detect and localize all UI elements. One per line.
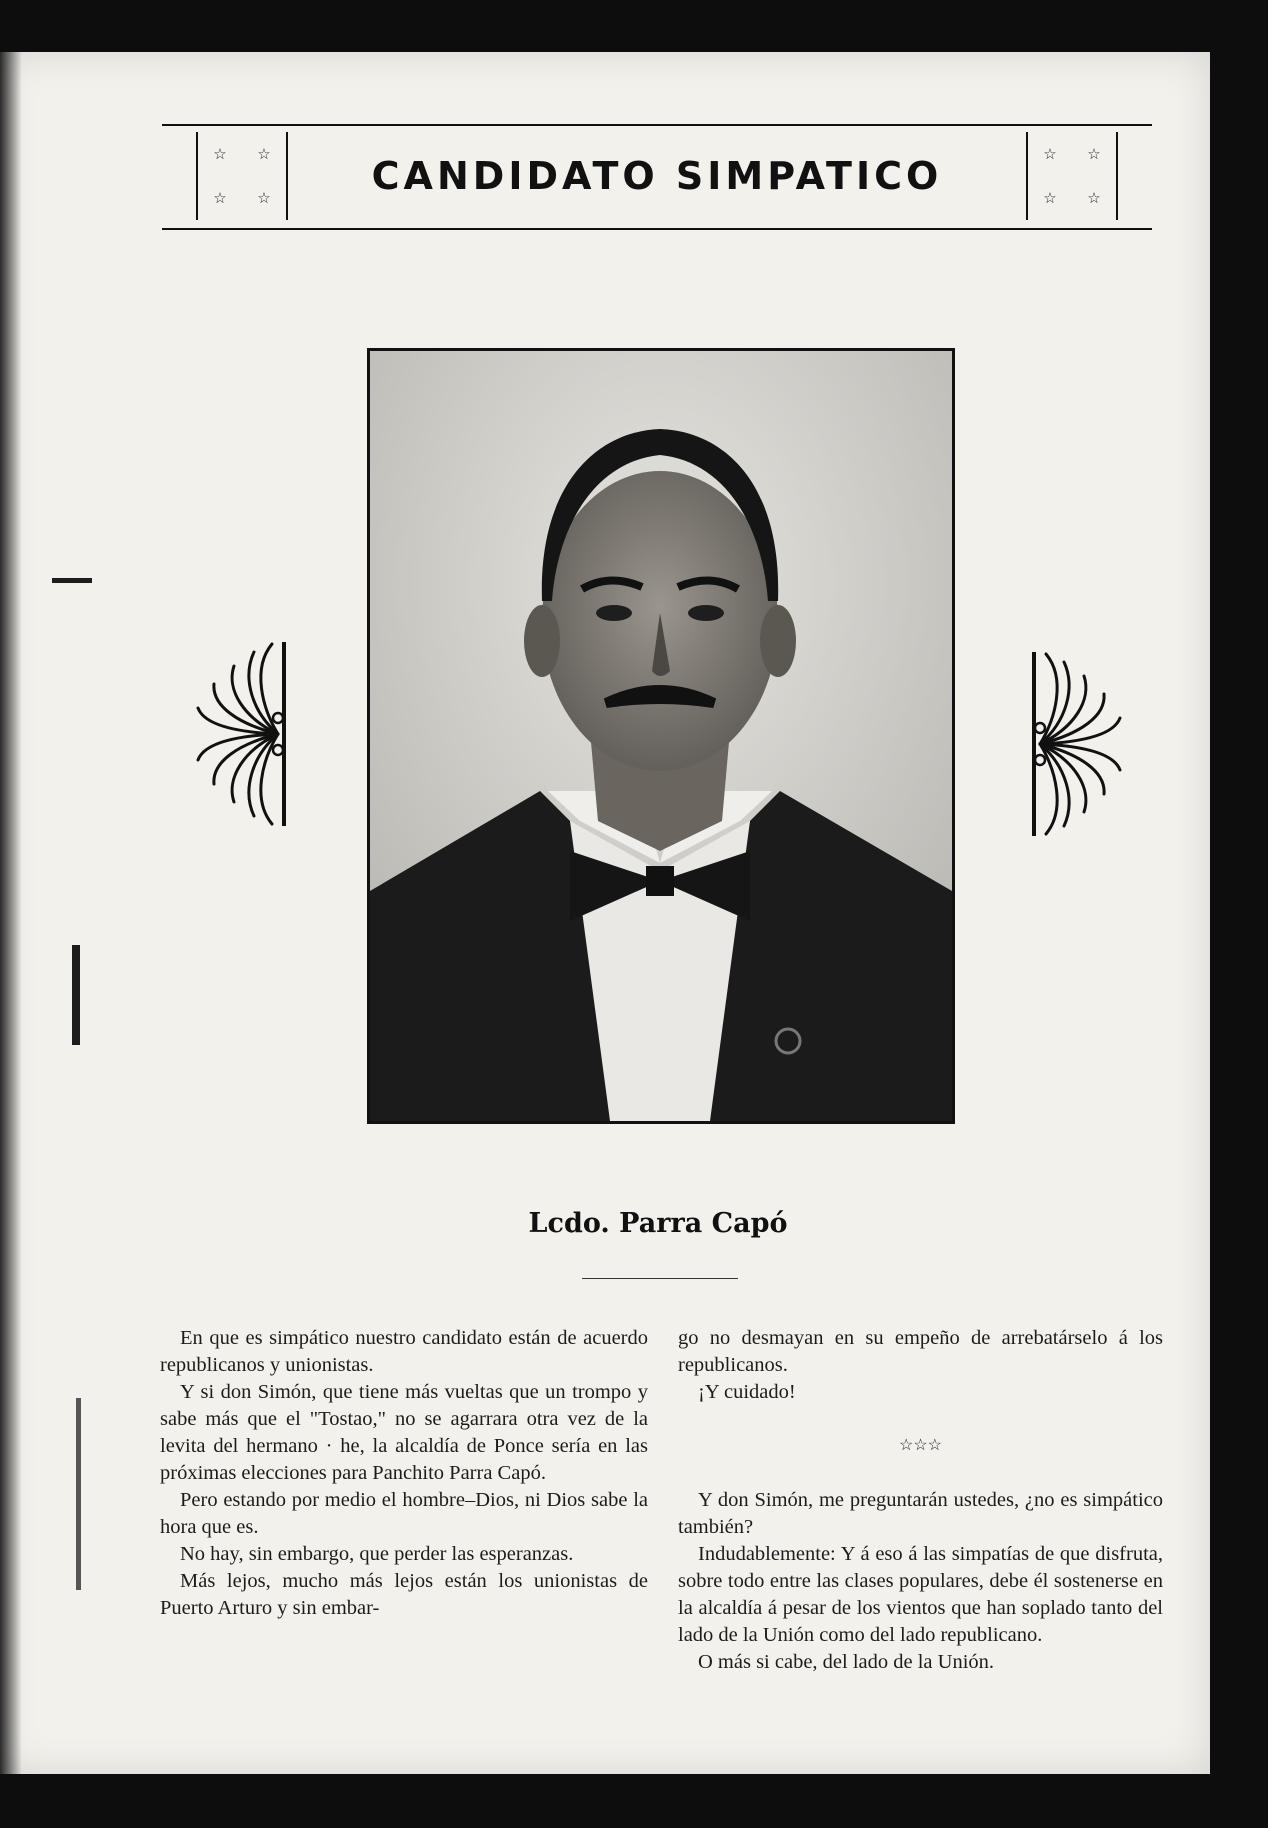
binding-mark <box>52 578 92 583</box>
portrait-caption: Lcdo. Parra Capó <box>528 1208 788 1239</box>
paragraph: Indudablemente: Y á eso á las simpatías de que disfruta, sobre todo entre las clases populares, debe él sostenerse en la alcaldía á pesar de los vientos que han soplado tanto del lado de la Unión como del lado republicano. <box>678 1543 1163 1646</box>
star-icon: ☆ <box>1087 189 1101 207</box>
gutter-shadow <box>0 52 22 1774</box>
paragraph: En que es simpático nuestro candidato están de acuerdo republicanos y unionistas. <box>160 1327 648 1376</box>
binding-mark <box>72 945 80 1045</box>
paragraph: Pero estando por medio el hombre–Dios, ni Dios sabe la hora que es. <box>160 1489 648 1538</box>
article-column-right <box>678 1325 1163 1676</box>
star-icon: ☆ <box>1043 145 1057 163</box>
star-ornament-right <box>1026 132 1118 220</box>
paragraph: Y don Simón, me preguntarán ustedes, ¿no es simpático también? <box>678 1489 1163 1538</box>
star-icon: ☆ <box>257 145 271 163</box>
star-icon: ☆ <box>213 189 227 207</box>
caption-divider <box>582 1278 738 1279</box>
paragraph: go no desmayan en su empeño de arrebatárselo á los republicanos. <box>678 1327 1163 1376</box>
paragraph: ¡Y cuidado! <box>698 1381 796 1403</box>
star-separator: ☆☆☆ <box>898 1437 943 1454</box>
star-icon: ☆ <box>1043 189 1057 207</box>
article-column-left <box>160 1325 648 1622</box>
star-icon: ☆ <box>213 145 227 163</box>
paragraph: Más lejos, mucho más lejos están los unionistas de Puerto Arturo y sin embar- <box>160 1570 648 1619</box>
title-banner <box>162 124 1152 230</box>
paragraph: Y si don Simón, que tiene más vueltas que un trompo y sabe más que el "Tostao," no se agarrara otra vez de la levita del hermano · he, la alcaldía de Ponce sería en las próximas elecciones para Panchito Parra Capó. <box>160 1381 648 1484</box>
star-icon: ☆ <box>1087 145 1101 163</box>
star-ornament-left <box>196 132 288 220</box>
binding-mark <box>76 1398 81 1590</box>
star-icon: ☆ <box>257 189 271 207</box>
page-title: CANDIDATO SIMPATICO <box>371 154 943 198</box>
paragraph: O más si cabe, del lado de la Unión. <box>698 1651 995 1673</box>
sunburst-ornament-left <box>192 638 292 830</box>
sunburst-ornament-right <box>1026 648 1126 840</box>
portrait-photo <box>367 348 955 1124</box>
paragraph: No hay, sin embargo, que perder las esperanzas. <box>180 1543 574 1565</box>
portrait-illustration <box>370 351 952 1121</box>
